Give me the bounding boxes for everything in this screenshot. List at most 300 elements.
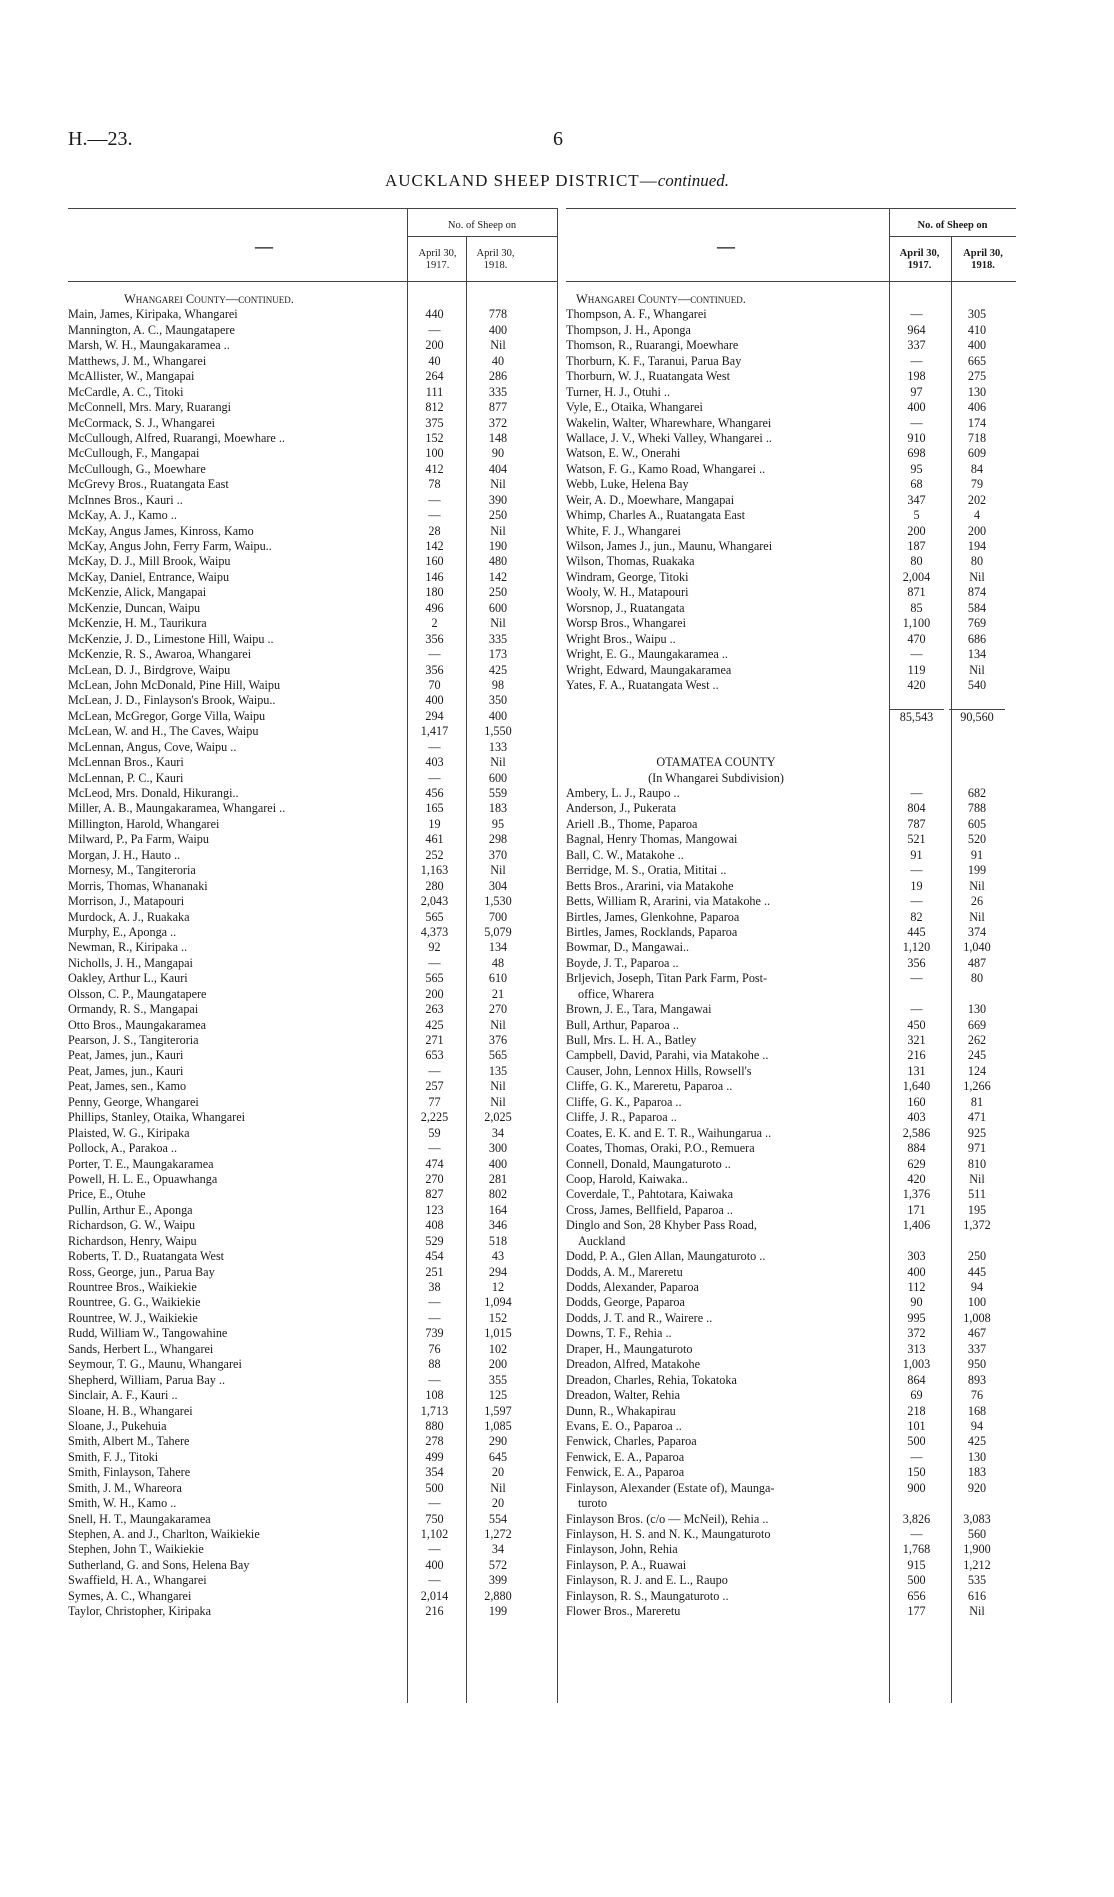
- owner-name: Newman, R., Kiripaka ..: [68, 940, 188, 955]
- sheep-1917: 313: [907, 1341, 926, 1356]
- owner-row: [68, 1496, 553, 1511]
- sheep-1918: 183: [967, 1465, 987, 1480]
- owner-name: Dodds, J. T. and R., Wairere ..: [566, 1310, 713, 1325]
- sheep-1917: 2,014: [420, 1588, 449, 1603]
- sheep-1917: 70: [428, 677, 441, 692]
- owner-name: Finlayson, R. J. and E. L., Raupo: [566, 1573, 728, 1588]
- sheep-1917: 629: [907, 1156, 926, 1171]
- owner-name: Bull, Mrs. L. H. A., Batley: [566, 1033, 697, 1047]
- sheep-1917: 412: [425, 461, 444, 476]
- owner-row: [68, 894, 553, 909]
- sheep-1918: 2,880: [484, 1588, 512, 1603]
- sheep-1917: —: [910, 1449, 923, 1464]
- sheep-1917: 200: [425, 986, 444, 1001]
- owner-row: [68, 910, 553, 925]
- sheep-1917: —: [910, 353, 923, 368]
- sheep-1918: 3,083: [963, 1511, 991, 1526]
- owner-row: [68, 925, 553, 940]
- owner-name: Rountree Bros., Waikiekie: [68, 1280, 197, 1294]
- owner-row: [566, 1110, 1016, 1125]
- district-title: [0, 171, 1114, 191]
- sheep-1917: 251: [425, 1264, 444, 1279]
- owner-name: McKenzie, J. D., Limestone Hill, Waipu ..: [68, 631, 274, 646]
- owner-name: Wilson, James J., jun., Maunu, Whangarei: [566, 539, 773, 553]
- owner-row: [68, 740, 553, 755]
- owner-name: Morrison, J., Matapouri: [68, 894, 185, 909]
- owner-row: [566, 910, 1016, 925]
- sheep-1918: 183: [488, 801, 508, 816]
- sheep-1918: 400: [488, 322, 508, 337]
- owner-name: Worsp Bros., Whangarei: [566, 616, 686, 631]
- sheep-1918: 467: [967, 1326, 987, 1341]
- owner-name: Cliffe, G. K., Mareretu, Paparoa ..: [566, 1079, 733, 1094]
- sheep-1918: 471: [967, 1110, 987, 1125]
- owner-name: McLennan Bros., Kauri: [68, 755, 184, 770]
- sheep-1917: 200: [907, 523, 926, 538]
- sheep-1917: 565: [425, 971, 444, 986]
- owner-row: [68, 616, 553, 631]
- sheep-1917: 278: [425, 1434, 444, 1449]
- sheep-1917: 880: [425, 1418, 444, 1433]
- sheep-1917: 68: [910, 477, 923, 492]
- owner-row: [566, 1157, 1016, 1172]
- owner-row: [566, 1172, 1016, 1187]
- spacer-row: [566, 693, 1016, 708]
- sheep-1917: 425: [425, 1017, 444, 1032]
- sheep-1918: 130: [967, 1002, 987, 1017]
- sheep-1917: 337: [907, 338, 926, 353]
- sheep-count-header: No. of Sheep on: [917, 220, 988, 231]
- owner-name: Coates, Thomas, Oraki, P.O., Remuera: [566, 1141, 755, 1156]
- owner-row: [566, 1265, 1016, 1280]
- owner-name: Smith, Albert M., Tahere: [68, 1434, 190, 1449]
- owner-row: [68, 369, 553, 384]
- owner-name: McCullough, Alfred, Ruarangi, Moewhare ..: [68, 430, 285, 445]
- sheep-1918: 262: [967, 1033, 987, 1047]
- sheep-1917: 400: [907, 400, 926, 415]
- owner-row: [566, 601, 1016, 616]
- sheep-1917: —: [428, 1063, 441, 1078]
- sheep-1918: 874: [967, 585, 987, 600]
- sheep-1918: 778: [488, 307, 508, 322]
- owner-row: [68, 1095, 553, 1110]
- sheep-1918: 40: [491, 353, 505, 368]
- sheep-1917: 372: [907, 1326, 926, 1341]
- sheep-1917: 160: [425, 554, 444, 569]
- col-1917-header: April 30, 1917.: [418, 248, 457, 271]
- sheep-1918: Nil: [490, 523, 506, 538]
- owner-name: Dinglo and Son, 28 Khyber Pass Road,: [566, 1218, 757, 1233]
- owner-row: [566, 585, 1016, 600]
- owner-name: McLennan, P. C., Kauri: [68, 770, 184, 785]
- owner-name: Oakley, Arthur L., Kauri: [68, 971, 188, 986]
- owner-name: Murdock, A. J., Ruakaka: [68, 909, 190, 924]
- owner-row: [566, 894, 1016, 909]
- sheep-1917: 218: [907, 1403, 926, 1418]
- sheep-1917: 108: [425, 1388, 444, 1403]
- sheep-1917: 529: [425, 1233, 444, 1248]
- owner-row: [566, 647, 1016, 662]
- owner-row: [68, 508, 553, 523]
- sheep-1917: 408: [425, 1218, 444, 1233]
- sheep-1918: 559: [488, 786, 508, 800]
- sheep-1918: 1,272: [484, 1527, 512, 1541]
- owner-row: [566, 786, 1016, 801]
- sheep-1918: Nil: [490, 616, 506, 631]
- sheep-1917: 420: [907, 677, 926, 692]
- sheep-1918: 134: [967, 647, 987, 662]
- owner-name: McKenzie, Alick, Mangapai: [68, 585, 207, 600]
- sheep-1917: 354: [425, 1465, 444, 1480]
- sheep-1918: 305: [967, 307, 987, 322]
- sheep-1918: 84: [970, 461, 984, 476]
- sheep-1917: 884: [907, 1141, 926, 1156]
- sheep-1918: 130: [967, 1449, 987, 1464]
- owner-name: Roberts, T. D., Ruatangata West: [68, 1249, 225, 1264]
- sheep-1917: 200: [425, 338, 444, 353]
- owner-name: Boyde, J. T., Paparoa ..: [566, 955, 679, 970]
- owner-name: McCullough, G., Moewhare: [68, 461, 206, 476]
- sheep-1918: 769: [967, 616, 987, 631]
- sheep-1918: 43: [491, 1249, 505, 1264]
- owner-row: [68, 477, 553, 492]
- sheep-1917: 500: [907, 1573, 926, 1588]
- owner-name: Millington, Harold, Whangarei: [68, 816, 220, 831]
- owner-name: Brljevich, Joseph, Titan Park Farm, Post-: [566, 971, 768, 986]
- sheep-1917: 1,417: [420, 724, 449, 739]
- sheep-1917: 152: [425, 430, 444, 445]
- owner-name: Ariell .B., Thome, Paparoa: [566, 816, 698, 831]
- sheep-1918: 80: [970, 554, 984, 569]
- sheep-1917: —: [910, 786, 923, 800]
- owner-name: McKay, Angus James, Kinross, Kamo: [68, 523, 254, 538]
- owner-name: Sloane, J., Pukehuia: [68, 1418, 167, 1433]
- sheep-1918: 195: [967, 1202, 987, 1217]
- sheep-1918: 202: [967, 492, 987, 507]
- sheep-1918: 294: [488, 1264, 508, 1279]
- sheep-1918: 270: [488, 1002, 508, 1017]
- owner-row: [68, 879, 553, 894]
- owner-name: Dodds, A. M., Mareretu: [566, 1264, 683, 1279]
- sheep-1917: —: [910, 647, 923, 662]
- owner-row: [68, 848, 553, 863]
- sheep-1918: 95: [491, 816, 505, 831]
- owner-name: Betts Bros., Ararini, via Matakohe: [566, 878, 734, 893]
- owner-name: Smith, Finlayson, Tahere: [68, 1465, 191, 1480]
- owner-name: Cross, James, Bellfield, Paparoa ..: [566, 1202, 733, 1217]
- sheep-1918: 518: [488, 1233, 508, 1248]
- owner-name: Penny, George, Whangarei: [68, 1094, 199, 1109]
- owner-row: [566, 1326, 1016, 1341]
- sheep-1917: 171: [907, 1202, 926, 1217]
- owner-name: Morgan, J. H., Hauto ..: [68, 847, 181, 862]
- owner-row: [68, 1033, 553, 1048]
- sheep-1917: —: [428, 770, 441, 785]
- owner-row: [68, 1527, 553, 1542]
- owner-row: [68, 1203, 553, 1218]
- sheep-1917: 216: [907, 1048, 926, 1063]
- sheep-1917: 303: [907, 1249, 926, 1264]
- sheep-1918: Nil: [969, 878, 985, 893]
- sheep-1918: Nil: [490, 1480, 506, 1495]
- sheep-1917: 177: [907, 1604, 926, 1619]
- owner-row: [566, 1203, 1016, 1218]
- sheep-1917: 19: [428, 816, 441, 831]
- sheep-1917: 804: [907, 801, 926, 816]
- header-top-rule: [68, 208, 557, 209]
- owner-row: [566, 956, 1016, 971]
- sheep-1918: 372: [488, 415, 508, 430]
- sheep-1917: 160: [907, 1094, 926, 1109]
- sheep-1918: 665: [967, 353, 987, 368]
- header-dash: —: [717, 236, 735, 256]
- owner-name: Ormandy, R. S., Mangapai: [68, 1002, 199, 1017]
- sheep-1917: 356: [907, 955, 926, 970]
- sheep-1917: 91: [910, 847, 923, 862]
- owner-row: [566, 385, 1016, 400]
- owner-row: [68, 678, 553, 693]
- owner-row: [68, 307, 553, 322]
- owner-row: [68, 570, 553, 585]
- owner-name: Otto Bros., Maungakaramea: [68, 1017, 207, 1032]
- sheep-1918: 286: [488, 369, 508, 384]
- owner-name: Vyle, E., Otaika, Whangarei: [566, 400, 703, 415]
- sheep-1918: Nil: [969, 1604, 985, 1619]
- owner-row: [566, 848, 1016, 863]
- owner-name: Shepherd, William, Parua Bay ..: [68, 1372, 226, 1387]
- sheep-1918: Nil: [969, 1171, 985, 1186]
- owner-row: [566, 1573, 1016, 1588]
- owner-name: Peat, James, jun., Kauri: [68, 1048, 184, 1063]
- sheep-1917: 78: [428, 477, 441, 492]
- sheep-1918: 1,266: [963, 1079, 991, 1094]
- owner-row: [68, 971, 553, 986]
- sheep-1918: 554: [488, 1511, 508, 1526]
- owner-name: Powell, H. L. E., Opuawhanga: [68, 1171, 218, 1186]
- owner-name: Downs, T. F., Rehia ..: [566, 1326, 672, 1341]
- sheep-1918: 200: [967, 523, 987, 538]
- owner-row: [566, 539, 1016, 554]
- owner-row: [566, 1604, 1016, 1619]
- sheep-1918: 1,372: [963, 1218, 991, 1233]
- owner-row: [566, 1126, 1016, 1141]
- owner-name: McKenzie, H. M., Taurikura: [68, 616, 207, 631]
- owner-name: Dreadon, Alfred, Matakohe: [566, 1357, 701, 1372]
- right-column: [566, 292, 1016, 1620]
- owner-name: Betts, William R, Ararini, via Matakohe ..: [566, 894, 771, 909]
- sheep-1917: 656: [907, 1588, 926, 1603]
- sheep-1918: 133: [488, 739, 508, 754]
- owner-name: Main, James, Kiripaka, Whangarei: [68, 307, 238, 322]
- sheep-1917: 5: [913, 508, 920, 523]
- column-divider: [557, 208, 558, 1703]
- owner-name: Auckland: [578, 1233, 626, 1248]
- owner-row: [68, 1373, 553, 1388]
- sheep-1917: 356: [425, 662, 444, 677]
- sheep-1917: —: [428, 1310, 441, 1325]
- owner-name: Nicholls, J. H., Mangapai: [68, 955, 193, 970]
- owner-row: [566, 369, 1016, 384]
- owner-name: Campbell, David, Parahi, via Matakohe ..: [566, 1048, 769, 1063]
- sheep-1917: 454: [425, 1249, 444, 1264]
- owner-row: [68, 1172, 553, 1187]
- sheep-1918: 950: [967, 1357, 987, 1372]
- owner-row: [68, 338, 553, 353]
- sheep-1917: 131: [907, 1063, 926, 1078]
- owner-row: [68, 1326, 553, 1341]
- sheep-1918: 400: [488, 708, 508, 723]
- sheep-1918: 1,900: [963, 1542, 991, 1557]
- sheep-1918: 425: [967, 1434, 987, 1449]
- sheep-1918: 404: [488, 461, 508, 476]
- owner-name: McConnell, Mrs. Mary, Ruarangi: [68, 400, 232, 415]
- sheep-1917: 450: [907, 1017, 926, 1032]
- owner-name: Richardson, G. W., Waipu: [68, 1218, 196, 1233]
- owner-row: [68, 323, 553, 338]
- sheep-1917: 964: [907, 322, 926, 337]
- sheep-1917: 85,543: [889, 709, 944, 725]
- owner-name: Wilson, Thomas, Ruakaka: [566, 554, 695, 569]
- owner-row: [68, 1002, 553, 1017]
- sheep-1918: 1,085: [484, 1418, 512, 1433]
- col-1918-header: April 30, 1918.: [476, 248, 515, 271]
- sheep-1918: 1,008: [963, 1310, 991, 1325]
- sheep-1918: 91: [970, 847, 984, 862]
- owner-row: [566, 1280, 1016, 1295]
- owner-row: [68, 1342, 553, 1357]
- owner-name: Finlayson Bros. (c/o — McNeil), Rehia ..: [566, 1511, 769, 1526]
- sheep-1918: 893: [967, 1372, 987, 1387]
- owner-row: [68, 446, 553, 461]
- owner-row: [68, 1280, 553, 1295]
- sheep-1917: 1,163: [420, 863, 449, 878]
- owner-name: Smith, W. H., Kamo ..: [68, 1496, 177, 1511]
- owner-name: Snell, H. T., Maungakaramea: [68, 1511, 211, 1526]
- sheep-1917: —: [428, 322, 441, 337]
- owner-name: Finlayson, P. A., Ruawai: [566, 1557, 687, 1572]
- sheep-1918: Nil: [490, 1079, 506, 1094]
- owner-row: [68, 987, 553, 1002]
- owner-row: [68, 1573, 553, 1588]
- sheep-1918: 20: [491, 1465, 505, 1480]
- sheep-1918: 250: [967, 1249, 987, 1264]
- sheep-1917: —: [428, 492, 441, 507]
- sheep-1918: 877: [488, 400, 508, 415]
- sheep-1917: 180: [425, 585, 444, 600]
- owner-row: [68, 1048, 553, 1063]
- sheep-1917: 82: [910, 909, 923, 924]
- sheep-1918: 560: [967, 1527, 987, 1541]
- sheep-1917: 1,713: [420, 1403, 449, 1418]
- sheep-1917: —: [910, 863, 923, 878]
- sheep-1918: 34: [491, 1542, 505, 1557]
- owner-name: Stephen, John T., Waikiekie: [68, 1542, 204, 1557]
- sheep-1917: —: [428, 1542, 441, 1557]
- sheep-1917: 400: [907, 1264, 926, 1279]
- sheep-1917: 812: [425, 400, 444, 415]
- sheep-1917: 100: [425, 446, 444, 461]
- sheep-1918: 98: [491, 677, 505, 692]
- owner-name: Porter, T. E., Maungakaramea: [68, 1156, 214, 1171]
- owner-row: [68, 1450, 553, 1465]
- sheep-1918: 425: [488, 662, 508, 677]
- owner-name: Wright Bros., Waipu ..: [566, 631, 676, 646]
- owner-name: Pullin, Arthur E., Aponga: [68, 1202, 193, 1217]
- sheep-1918: 250: [488, 585, 508, 600]
- owner-row: [566, 477, 1016, 492]
- sheep-1917: 150: [907, 1465, 926, 1480]
- sheep-1917: 827: [425, 1187, 444, 1202]
- owner-row: [566, 1095, 1016, 1110]
- sheep-1918: 400: [967, 338, 987, 353]
- owner-row: [566, 678, 1016, 693]
- owner-name: Whangarei County—continued.: [576, 292, 746, 306]
- owner-row: [68, 1434, 553, 1449]
- district-title-text: AUCKLAND SHEEP DISTRICT—: [384, 171, 658, 190]
- owner-name: Whangarei County—continued.: [124, 292, 294, 306]
- sheep-1917: 69: [910, 1388, 923, 1403]
- owner-row: [566, 863, 1016, 878]
- sheep-1918: 610: [488, 971, 508, 986]
- owner-name: Ball, C. W., Matakohe ..: [566, 847, 684, 862]
- owner-name: Yates, F. A., Ruatangata West ..: [566, 677, 719, 692]
- owner-row: [68, 1064, 553, 1079]
- owner-row: [566, 817, 1016, 832]
- sheep-1918: 245: [967, 1048, 987, 1063]
- sheep-1918: 125: [488, 1388, 508, 1403]
- sheep-1918: 76: [970, 1388, 984, 1403]
- owner-name: Dodds, George, Paparoa: [566, 1295, 685, 1310]
- sheep-1917: 995: [907, 1310, 926, 1325]
- sheep-1918: 135: [488, 1063, 508, 1078]
- county-heading: [68, 292, 553, 307]
- sheep-1918: 1,597: [484, 1403, 512, 1418]
- sheep-1917: 420: [907, 1171, 926, 1186]
- sheep-1917: 2,043: [420, 894, 449, 909]
- owner-name: McLean, J. D., Finlayson's Brook, Waipu..: [68, 693, 276, 708]
- sheep-1917: 1,003: [902, 1357, 931, 1372]
- sheep-1918: 600: [488, 600, 508, 615]
- sheep-1918: 682: [967, 786, 987, 800]
- owner-name: Thorburn, K. F., Taranui, Parua Bay: [566, 353, 742, 368]
- sheep-1917: 2: [431, 616, 438, 631]
- county-title: [566, 771, 1016, 786]
- col-1917-header: April 30, 1917.: [899, 248, 940, 271]
- sheep-1918: 605: [967, 816, 987, 831]
- sheep-1918: 337: [967, 1341, 987, 1356]
- entry-continuation: [566, 987, 1016, 1002]
- sheep-1917: 900: [907, 1480, 926, 1495]
- owner-row: [566, 338, 1016, 353]
- sheep-1917: 257: [425, 1079, 444, 1094]
- sheep-1917: 4,373: [420, 924, 449, 939]
- owner-row: [68, 585, 553, 600]
- sheep-1917: 1,640: [902, 1079, 931, 1094]
- owner-row: [566, 832, 1016, 847]
- sheep-1918: 1,530: [484, 894, 512, 909]
- sheep-1918: Nil: [490, 755, 506, 770]
- owner-name: McAllister, W., Mangapai: [68, 369, 195, 384]
- sheep-1917: 92: [428, 940, 441, 955]
- owner-row: [566, 1357, 1016, 1372]
- sheep-1918: 925: [967, 1125, 987, 1140]
- owner-row: [68, 801, 553, 816]
- owner-row: [566, 462, 1016, 477]
- owner-row: [68, 786, 553, 801]
- sheep-1918: 374: [967, 924, 987, 939]
- owner-row: [566, 1249, 1016, 1264]
- owner-name: Thomson, R., Ruarangi, Moewhare: [566, 338, 739, 353]
